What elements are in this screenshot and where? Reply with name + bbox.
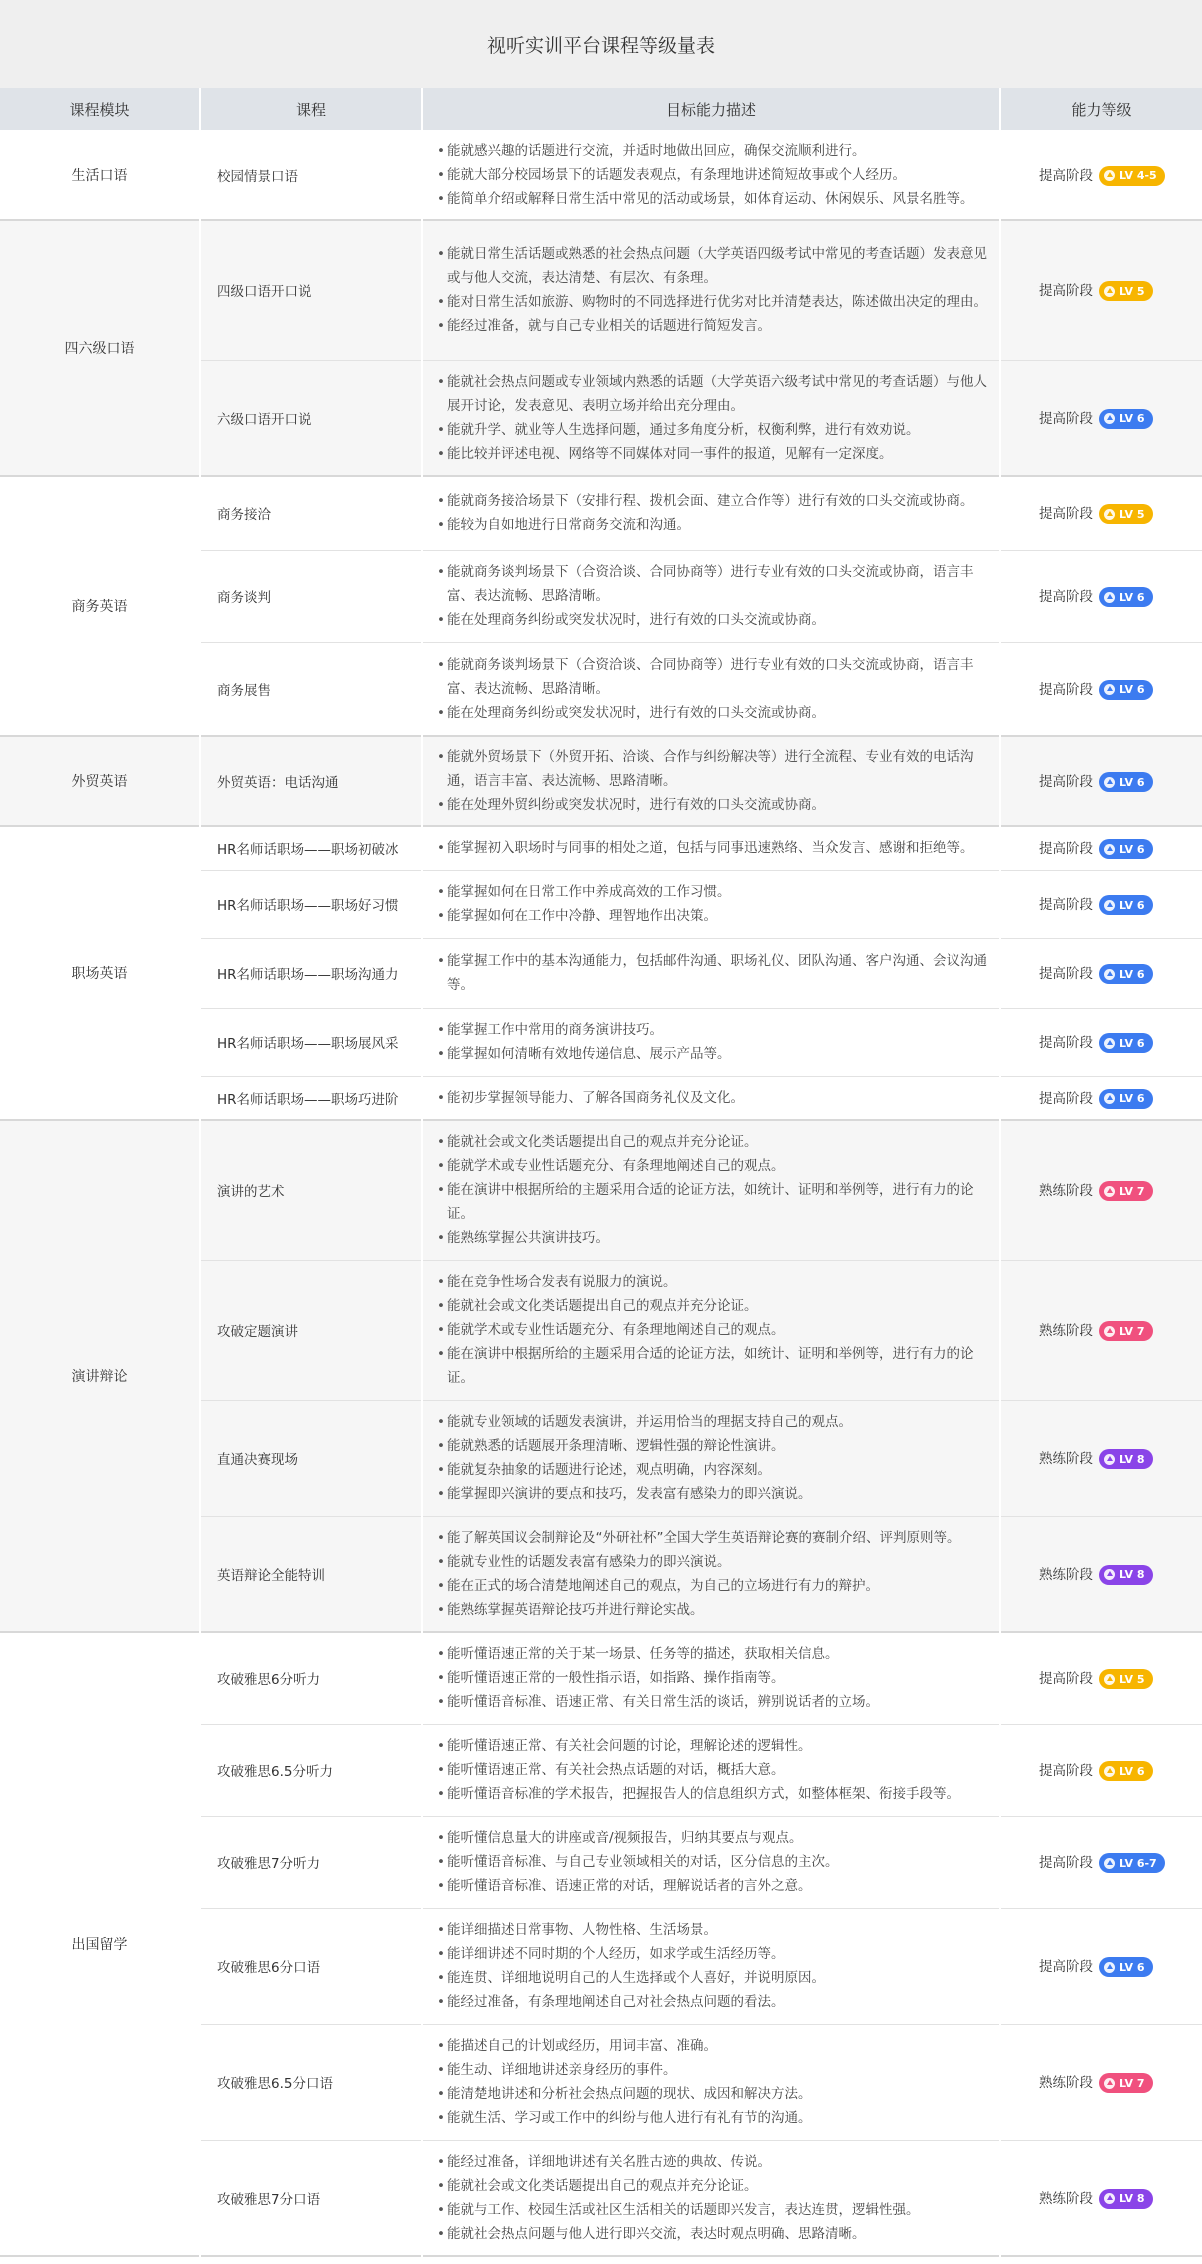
ability-item: • 能了解英国议会制辩论及“外研社杯”全国大学生英语辩论赛的赛制介绍、评判原则等。: [437, 1526, 989, 1550]
ability-list: [437, 1018, 989, 1066]
stage-label: 提高阶段: [1039, 841, 1093, 858]
arrow-up-icon: [1104, 900, 1115, 911]
level-cell: [1000, 1724, 1202, 1816]
table-row: [0, 736, 1202, 826]
stage-label: 提高阶段: [1039, 1090, 1093, 1107]
level-cell: [1000, 1816, 1202, 1908]
ability-item: • 能就专业领域的话题发表演讲，并运用恰当的理据支持自己的观点。: [437, 1410, 989, 1434]
arrow-up-icon: [1104, 2078, 1115, 2089]
arrow-up-icon: [1104, 1093, 1115, 1104]
table-row: [0, 1632, 1202, 1724]
ability-list: [437, 1734, 989, 1806]
arrow-up-icon: [1104, 969, 1115, 980]
arrow-up-icon: [1104, 1454, 1115, 1465]
level-badge: [1099, 1761, 1153, 1781]
arrow-up-icon: [1104, 1766, 1115, 1777]
ability-item: • 能在竞争性场合发表有说服力的演说。: [437, 1270, 989, 1294]
course-cell: 商务展售: [200, 642, 422, 736]
ability-item: • 能详细描述日常事物、人物性格、生活场景。: [437, 1918, 989, 1942]
level-badge: [1099, 680, 1153, 700]
ability-item: • 能就商务接洽场景下（安排行程、拨机会面、建立合作等）进行有效的口头交流或协商。: [437, 489, 989, 513]
stage-label: 提高阶段: [1039, 1671, 1093, 1688]
stage-label: 熟练阶段: [1039, 2075, 1093, 2091]
description-cell: [422, 642, 1000, 736]
level-text: LV 6: [1119, 1764, 1145, 1778]
level-text: LV 6: [1119, 590, 1145, 604]
description-cell: [422, 1908, 1000, 2024]
ability-item: • 能生动、详细地讲述亲身经历的事件。: [437, 2058, 989, 2082]
level-badge: [1099, 1669, 1153, 1689]
level-badge: [1099, 2189, 1153, 2209]
ability-item: • 能就社会或文化类话题提出自己的观点并充分论证。: [437, 2174, 989, 2198]
stage-label: 熟练阶段: [1039, 1566, 1093, 1583]
ability-item: • 能在处理外贸纠纷或突发状况时，进行有效的口头交流或协商。: [437, 793, 989, 817]
ability-item: • 能听懂语速正常、有关社会问题的讨论，理解论述的逻辑性。: [437, 1734, 989, 1758]
ability-item: • 能连贯、详细地说明自己的人生选择或个人喜好，并说明原因。: [437, 1966, 989, 1990]
ability-item: • 能就熟悉的话题展开条理清晰、逻辑性强的辩论性演讲。: [437, 1434, 989, 1458]
module-cell: 生活口语: [0, 130, 200, 220]
course-cell: 直通决赛现场: [200, 1400, 422, 1516]
level-cell: [1000, 1120, 1202, 1260]
level-cell: [1000, 130, 1202, 220]
ability-item: • 能描述自己的计划或经历，用词丰富、准确。: [437, 2034, 989, 2058]
arrow-up-icon: [1104, 844, 1115, 855]
module-group: [0, 130, 1202, 220]
ability-item: • 能听懂语音标准、与自己专业领域相关的对话，区分信息的主次。: [437, 1850, 989, 1874]
level-cell: [1000, 1400, 1202, 1516]
level-badge: [1099, 2073, 1153, 2093]
ability-item: • 能对日常生活如旅游、购物时的不同选择进行优劣对比并清楚表达，陈述做出决定的理由。: [437, 290, 989, 314]
level-cell: [1000, 1516, 1202, 1632]
course-cell: 攻破雅思6.5分听力: [200, 1724, 422, 1816]
ability-item: • 能就社会或文化类话题提出自己的观点并充分论证。: [437, 1130, 989, 1154]
ability-list: [437, 1826, 989, 1898]
course-cell: HR名师话职场——职场巧进阶: [200, 1076, 422, 1120]
arrow-up-icon: [1104, 1326, 1115, 1337]
description-cell: [422, 360, 1000, 476]
course-cell: 英语辩论全能特训: [200, 1516, 422, 1632]
module-group: [0, 476, 1202, 736]
table-row: [0, 220, 1202, 360]
arrow-up-icon: [1104, 170, 1115, 181]
level-text: LV 5: [1119, 284, 1145, 298]
ability-item: • 能就商务谈判场景下（合资洽谈、合同协商等）进行专业有效的口头交流或协商，语言丰富、表达流畅、思路清晰。: [437, 560, 989, 608]
stage-label: 提高阶段: [1039, 410, 1093, 427]
description-cell: [422, 130, 1000, 220]
level-text: LV 8: [1119, 2192, 1145, 2206]
course-cell: 校园情景口语: [200, 130, 422, 220]
course-cell: 六级口语开口说: [200, 360, 422, 476]
ability-item: • 能掌握初入职场时与同事的相处之道，包括与同事迅速熟络、当众发言、感谢和拒绝等。: [437, 836, 989, 860]
level-badge: [1099, 166, 1165, 186]
description-cell: [422, 476, 1000, 550]
arrow-up-icon: [1104, 1858, 1115, 1869]
level-cell: [1000, 870, 1202, 938]
ability-item: • 能掌握工作中的基本沟通能力，包括邮件沟通、职场礼仪、团队沟通、客户沟通、会议沟通等。: [437, 949, 989, 997]
table-header-row: [0, 88, 1202, 130]
level-badge: [1099, 772, 1153, 792]
ability-list: [437, 242, 989, 338]
ability-item: • 能听懂语速正常的关于某一场景、任务等的描述，获取相关信息。: [437, 1642, 989, 1666]
level-badge: [1099, 281, 1153, 301]
level-cell: [1000, 1076, 1202, 1120]
module-group: [0, 736, 1202, 826]
header-desc: 目标能力描述: [422, 88, 1000, 130]
ability-item: • 能就大部分校园场景下的话题发表观点，有条理地讲述简短故事或个人经历。: [437, 163, 989, 187]
course-cell: 外贸英语：电话沟通: [200, 736, 422, 826]
arrow-up-icon: [1104, 1962, 1115, 1973]
ability-list: [437, 1918, 989, 2014]
arrow-up-icon: [1104, 1186, 1115, 1197]
level-cell: [1000, 476, 1202, 550]
description-cell: [422, 220, 1000, 360]
ability-item: • 能听懂语速正常的一般性指示语，如指路、操作指南等。: [437, 1666, 989, 1690]
arrow-up-icon: [1104, 413, 1115, 424]
ability-item: • 能就社会热点问题与他人进行即兴交流，表达时观点明确、思路清晰。: [437, 2222, 989, 2246]
level-cell: [1000, 1008, 1202, 1076]
stage-label: 提高阶段: [1039, 774, 1093, 790]
level-badge: [1099, 895, 1153, 915]
description-cell: [422, 1724, 1000, 1816]
module-group: [0, 220, 1202, 476]
ability-item: • 能就专业性的话题发表富有感染力的即兴演说。: [437, 1550, 989, 1574]
ability-item: • 能在演讲中根据所给的主题采用合适的论证方法，如统计、证明和举例等，进行有力的论证。: [437, 1342, 989, 1390]
title-bar: [0, 0, 1202, 88]
course-cell: 攻破雅思7分口语: [200, 2140, 422, 2256]
ability-item: • 能初步掌握领导能力、了解各国商务礼仪及文化。: [437, 1086, 989, 1110]
table-row: [0, 826, 1202, 870]
header-course: 课程: [200, 88, 422, 130]
course-cell: HR名师话职场——职场沟通力: [200, 938, 422, 1008]
stage-label: 提高阶段: [1039, 589, 1093, 605]
ability-list: [437, 370, 989, 466]
arrow-up-icon: [1104, 684, 1115, 695]
module-cell: 商务英语: [0, 476, 200, 736]
ability-item: • 能听懂语音标准、语速正常的对话，理解说话者的言外之意。: [437, 1874, 989, 1898]
level-text: LV 6-7: [1119, 1856, 1157, 1870]
course-cell: 攻破雅思7分听力: [200, 1816, 422, 1908]
description-cell: [422, 1260, 1000, 1400]
level-cell: [1000, 360, 1202, 476]
ability-item: • 能简单介绍或解释日常生活中常见的活动或场景，如体育运动、休闲娱乐、风景名胜等。: [437, 187, 989, 211]
module-cell: 职场英语: [0, 826, 200, 1120]
description-cell: [422, 1816, 1000, 1908]
level-text: LV 7: [1119, 1184, 1145, 1198]
ability-list: [437, 489, 989, 537]
level-cell: [1000, 826, 1202, 870]
ability-item: • 能掌握即兴演讲的要点和技巧，发表富有感染力的即兴演说。: [437, 1482, 989, 1506]
arrow-up-icon: [1104, 2193, 1115, 2204]
course-cell: HR名师话职场——职场好习惯: [200, 870, 422, 938]
ability-list: [437, 1642, 989, 1714]
course-cell: 攻破雅思6分口语: [200, 1908, 422, 2024]
level-cell: [1000, 550, 1202, 642]
ability-item: • 能比较并评述电视、网络等不同媒体对同一事件的报道，见解有一定深度。: [437, 442, 989, 466]
level-text: LV 6: [1119, 412, 1145, 426]
level-text: LV 5: [1119, 507, 1145, 521]
level-badge: [1099, 504, 1153, 524]
ability-item: • 能清楚地讲述和分析社会热点问题的现状、成因和解决方法。: [437, 2082, 989, 2106]
ability-item: • 能在演讲中根据所给的主题采用合适的论证方法，如统计、证明和举例等，进行有力的论证。: [437, 1178, 989, 1226]
level-text: LV 6: [1119, 775, 1145, 789]
level-badge: [1099, 1449, 1153, 1469]
level-cell: [1000, 1908, 1202, 2024]
ability-item: • 能熟练掌握英语辩论技巧并进行辩论实战。: [437, 1598, 989, 1622]
ability-list: [437, 139, 989, 211]
course-cell: 攻破定题演讲: [200, 1260, 422, 1400]
level-text: LV 8: [1119, 1568, 1145, 1582]
stage-label: 提高阶段: [1039, 283, 1093, 300]
table-row: [0, 1120, 1202, 1260]
level-text: LV 6: [1119, 898, 1145, 912]
ability-list: [437, 880, 989, 928]
level-badge: [1099, 1033, 1153, 1053]
module-group: [0, 1120, 1202, 1632]
description-cell: [422, 2024, 1000, 2140]
ability-list: [437, 2150, 989, 2246]
level-text: LV 4-5: [1119, 169, 1157, 182]
level-badge: [1099, 409, 1153, 429]
arrow-up-icon: [1104, 286, 1115, 297]
level-badge: [1099, 587, 1153, 607]
level-text: LV 6: [1119, 1036, 1145, 1050]
course-cell: 商务谈判: [200, 550, 422, 642]
ability-item: • 能经过准备，有条理地阐述自己对社会热点问题的看法。: [437, 1990, 989, 2014]
description-cell: [422, 1400, 1000, 1516]
level-text: LV 5: [1119, 1672, 1145, 1686]
level-badge: [1099, 1321, 1153, 1341]
level-text: LV 6: [1119, 842, 1145, 856]
arrow-up-icon: [1104, 1569, 1115, 1580]
stage-label: 提高阶段: [1039, 167, 1093, 184]
ability-item: • 能就学术或专业性话题充分、有条理地阐述自己的观点。: [437, 1318, 989, 1342]
ability-list: [437, 745, 989, 817]
header-module: 课程模块: [0, 88, 200, 130]
level-badge: [1099, 1181, 1153, 1201]
description-cell: [422, 826, 1000, 870]
arrow-up-icon: [1104, 1674, 1115, 1685]
ability-item: • 能就与工作、校园生活或社区生活相关的话题即兴发言，表达连贯，逻辑性强。: [437, 2198, 989, 2222]
ability-item: • 能掌握如何在工作中冷静、理智地作出决策。: [437, 904, 989, 928]
ability-list: [437, 1410, 989, 1506]
description-cell: [422, 938, 1000, 1008]
module-cell: 演讲辩论: [0, 1120, 200, 1632]
stage-label: 熟练阶段: [1039, 1451, 1093, 1467]
level-badge: [1099, 1089, 1153, 1109]
level-cell: [1000, 736, 1202, 826]
ability-list: [437, 1086, 989, 1110]
ability-item: • 能经过准备，详细地讲述有关名胜古迹的典故、传说。: [437, 2150, 989, 2174]
level-badge: [1099, 1565, 1153, 1585]
stage-label: 提高阶段: [1039, 1035, 1093, 1051]
level-badge: [1099, 839, 1153, 859]
course-cell: HR名师话职场——职场展风采: [200, 1008, 422, 1076]
level-text: LV 6: [1119, 1092, 1145, 1106]
course-cell: 攻破雅思6.5分口语: [200, 2024, 422, 2140]
stage-label: 提高阶段: [1039, 897, 1093, 913]
header-level: 能力等级: [1000, 88, 1202, 130]
ability-item: • 能掌握如何清晰有效地传递信息、展示产品等。: [437, 1042, 989, 1066]
module-cell: 外贸英语: [0, 736, 200, 826]
arrow-up-icon: [1104, 509, 1115, 520]
level-text: LV 8: [1119, 1452, 1145, 1466]
level-cell: [1000, 1632, 1202, 1724]
description-cell: [422, 1120, 1000, 1260]
level-text: LV 6: [1119, 683, 1145, 697]
description-cell: [422, 1516, 1000, 1632]
ability-item: • 能就生活、学习或工作中的纠纷与他人进行有礼有节的沟通。: [437, 2106, 989, 2130]
level-cell: [1000, 642, 1202, 736]
level-cell: [1000, 938, 1202, 1008]
description-cell: [422, 2140, 1000, 2256]
stage-label: 提高阶段: [1039, 681, 1093, 698]
ability-list: [437, 1526, 989, 1622]
page-title: 视听实训平台课程等级量表: [486, 34, 715, 57]
module-cell: 出国留学: [0, 1632, 200, 2256]
module-cell: 四六级口语: [0, 220, 200, 476]
table-row: [0, 476, 1202, 550]
level-badge: [1099, 1957, 1153, 1977]
ability-list: [437, 836, 989, 860]
level-text: LV 6: [1119, 967, 1145, 981]
ability-item: • 能就社会热点问题或专业领域内熟悉的话题（大学英语六级考试中常见的考查话题）与他人展开讨论，发表意见、表明立场并给出充分理由。: [437, 370, 989, 418]
module-group: [0, 1632, 1202, 2256]
ability-item: • 能熟练掌握公共演讲技巧。: [437, 1226, 989, 1250]
ability-item: • 能听懂语音标准、语速正常、有关日常生活的谈话，辨别说话者的立场。: [437, 1690, 989, 1714]
stage-label: 提高阶段: [1039, 506, 1093, 523]
ability-item: • 能就感兴趣的话题进行交流，并适时地做出回应，确保交流顺利进行。: [437, 139, 989, 163]
arrow-up-icon: [1104, 592, 1115, 603]
ability-item: • 能听懂语音标准的学术报告，把握报告人的信息组织方式，如整体框架、衔接手段等。: [437, 1782, 989, 1806]
stage-label: 提高阶段: [1039, 1959, 1093, 1975]
course-level-table: [0, 88, 1202, 2257]
level-cell: [1000, 1260, 1202, 1400]
stage-label: 熟练阶段: [1039, 1323, 1093, 1339]
course-cell: 演讲的艺术: [200, 1120, 422, 1260]
level-text: LV 7: [1119, 1324, 1145, 1338]
level-badge: [1099, 1853, 1165, 1873]
ability-item: • 能听懂语速正常、有关社会热点话题的对话，概括大意。: [437, 1758, 989, 1782]
stage-label: 提高阶段: [1039, 966, 1093, 982]
course-cell: 商务接洽: [200, 476, 422, 550]
ability-item: • 能就社会或文化类话题提出自己的观点并充分论证。: [437, 1294, 989, 1318]
stage-label: 熟练阶段: [1039, 2190, 1093, 2207]
ability-item: • 能详细讲述不同时期的个人经历，如求学或生活经历等。: [437, 1942, 989, 1966]
level-badge: [1099, 964, 1153, 984]
arrow-up-icon: [1104, 1038, 1115, 1049]
ability-item: • 能掌握工作中常用的商务演讲技巧。: [437, 1018, 989, 1042]
ability-list: [437, 653, 989, 725]
stage-label: 提高阶段: [1039, 1763, 1093, 1779]
ability-item: • 能掌握如何在日常工作中养成高效的工作习惯。: [437, 880, 989, 904]
course-cell: HR名师话职场——职场初破冰: [200, 826, 422, 870]
stage-label: 提高阶段: [1039, 1855, 1093, 1871]
level-text: LV 7: [1119, 2076, 1145, 2090]
stage-label: 熟练阶段: [1039, 1183, 1093, 1200]
description-cell: [422, 870, 1000, 938]
table-row: [0, 130, 1202, 220]
course-cell: 四级口语开口说: [200, 220, 422, 360]
description-cell: [422, 1008, 1000, 1076]
module-group: [0, 826, 1202, 1120]
ability-list: [437, 2034, 989, 2130]
description-cell: [422, 1632, 1000, 1724]
level-cell: [1000, 2024, 1202, 2140]
ability-list: [437, 1270, 989, 1390]
ability-item: • 能较为自如地进行日常商务交流和沟通。: [437, 513, 989, 537]
ability-item: • 能经过准备，就与自己专业相关的话题进行简短发言。: [437, 314, 989, 338]
description-cell: [422, 1076, 1000, 1120]
ability-item: • 能在处理商务纠纷或突发状况时，进行有效的口头交流或协商。: [437, 608, 989, 632]
arrow-up-icon: [1104, 777, 1115, 788]
course-cell: 攻破雅思6分听力: [200, 1632, 422, 1724]
ability-item: • 能在处理商务纠纷或突发状况时，进行有效的口头交流或协商。: [437, 701, 989, 725]
ability-item: • 能就学术或专业性话题充分、有条理地阐述自己的观点。: [437, 1154, 989, 1178]
level-cell: [1000, 2140, 1202, 2256]
ability-item: • 能就外贸场景下（外贸开拓、洽谈、合作与纠纷解决等）进行全流程、专业有效的电话沟通，语言丰富、表达流畅、思路清晰。: [437, 745, 989, 793]
ability-item: • 能就升学、就业等人生选择问题，通过多角度分析，权衡利弊，进行有效劝说。: [437, 418, 989, 442]
ability-item: • 能就日常生活话题或熟悉的社会热点问题（大学英语四级考试中常见的考查话题）发表意见或与他人交流，表达清楚、有层次、有条理。: [437, 242, 989, 290]
ability-item: • 能听懂信息量大的讲座或音/视频报告，归纳其要点与观点。: [437, 1826, 989, 1850]
ability-list: [437, 1130, 989, 1250]
description-cell: [422, 550, 1000, 642]
ability-item: • 能在正式的场合清楚地阐述自己的观点，为自己的立场进行有力的辩护。: [437, 1574, 989, 1598]
description-cell: [422, 736, 1000, 826]
ability-list: [437, 949, 989, 997]
ability-item: • 能就商务谈判场景下（合资洽谈、合同协商等）进行专业有效的口头交流或协商，语言丰富、表达流畅、思路清晰。: [437, 653, 989, 701]
level-cell: [1000, 220, 1202, 360]
ability-list: [437, 560, 989, 632]
level-text: LV 6: [1119, 1960, 1145, 1974]
ability-item: • 能就复杂抽象的话题进行论述，观点明确，内容深刻。: [437, 1458, 989, 1482]
